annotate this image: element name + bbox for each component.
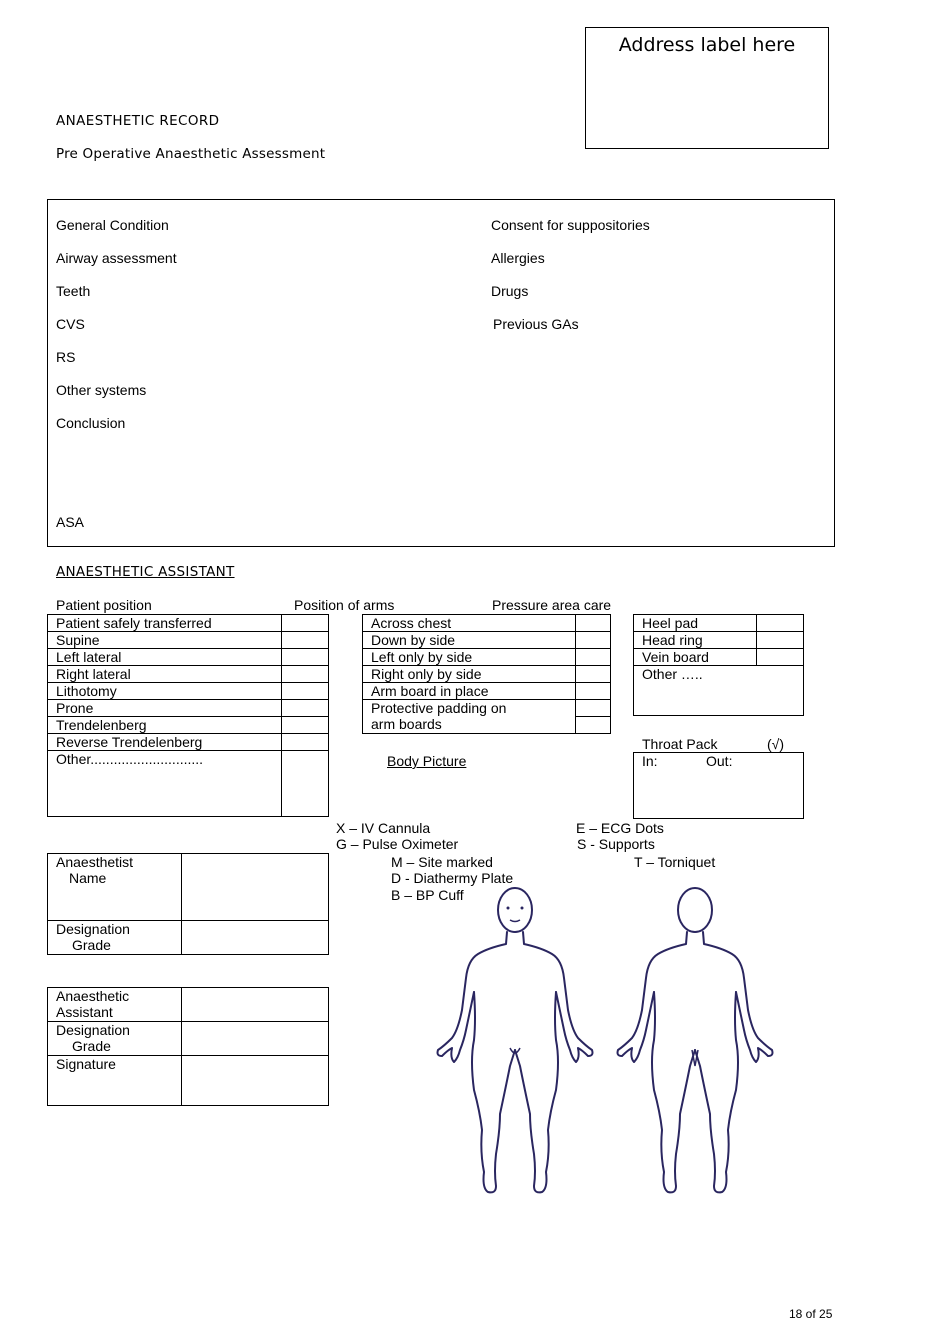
legend-ecg-dots: E – ECG Dots (576, 820, 664, 836)
padding-label-2: arm boards (371, 716, 442, 732)
arm-position-checkbox[interactable] (576, 700, 611, 734)
assistant-table (47, 987, 329, 1106)
table-row (48, 700, 329, 717)
airway-assessment-label: Airway assessment (56, 250, 177, 266)
throat-pack-label: Throat Pack (642, 736, 718, 752)
table-row (634, 666, 804, 716)
position-checkbox[interactable] (282, 683, 329, 700)
arm-position-label (363, 700, 576, 734)
legend-bp-cuff: B – BP Cuff (391, 887, 464, 903)
position-checkbox[interactable] (282, 734, 329, 751)
drugs-label: Drugs (491, 283, 529, 299)
assistant-grade-line1: Designation (56, 1022, 130, 1038)
position-of-arms-label: Position of arms (294, 597, 395, 613)
table-row (48, 683, 329, 700)
body-back-figure[interactable] (618, 888, 773, 1192)
pressure-item-label: Vein board (634, 649, 757, 666)
body-diagram[interactable] (430, 880, 790, 1210)
legend-supports: S - Supports (577, 836, 655, 852)
position-checkbox[interactable] (282, 615, 329, 632)
anaesthetist-label-line1: Anaesthetist (56, 854, 134, 870)
patient-position-label: Patient position (56, 597, 152, 613)
conclusion-label: Conclusion (56, 415, 126, 431)
address-label-box (585, 27, 829, 149)
arm-position-label: Across chest (363, 615, 576, 632)
assistant-label-line1: Anaesthetic (56, 988, 130, 1004)
position-label: Prone (48, 700, 282, 717)
throat-pack-tick: (√) (767, 736, 785, 752)
table-row (48, 615, 329, 632)
previous-gas-label: Previous GAs (493, 316, 579, 332)
anaesthetist-table (47, 853, 329, 955)
table-row (48, 632, 329, 649)
table-row (48, 1056, 329, 1106)
position-checkbox[interactable] (282, 717, 329, 734)
table-row (363, 700, 611, 734)
page-number: 18 of 25 (789, 1307, 833, 1321)
position-label: Lithotomy (48, 683, 282, 700)
arm-position-checkbox[interactable] (576, 649, 611, 666)
arm-position-checkbox[interactable] (576, 683, 611, 700)
padding-label-1: Protective padding on (371, 700, 507, 716)
consent-suppositories-label: Consent for suppositories (491, 217, 650, 233)
assistant-name-field[interactable] (181, 988, 328, 1022)
anaesthetist-grade-label (48, 921, 182, 955)
table-row (48, 751, 329, 817)
table-row (48, 988, 329, 1022)
body-front-figure[interactable] (438, 888, 593, 1192)
anaesthetist-label-line2: Name (69, 870, 107, 886)
arm-position-label: Arm board in place (363, 683, 576, 700)
signature-field[interactable] (181, 1056, 328, 1106)
rs-label: RS (56, 349, 76, 365)
throat-pack-out-label: Out: (706, 753, 733, 769)
throat-pack-in-label: In: (642, 753, 658, 769)
arm-position-checkbox[interactable] (576, 666, 611, 683)
section-subtitle: Pre Operative Anaesthetic Assessment (56, 146, 326, 162)
arm-position-checkbox[interactable] (576, 615, 611, 632)
table-row (363, 649, 611, 666)
anaesthetist-name-label (48, 854, 182, 921)
anaesthetic-assistant-heading: ANAESTHETIC ASSISTANT (56, 564, 235, 580)
legend-site-marked: M – Site marked (391, 854, 493, 870)
table-row (363, 683, 611, 700)
table-row (634, 649, 804, 666)
arm-position-label: Right only by side (363, 666, 576, 683)
position-label: Trendelenberg (48, 717, 282, 734)
arm-position-table (362, 614, 611, 734)
arm-position-label: Down by side (363, 632, 576, 649)
position-label: Supine (48, 632, 282, 649)
position-label: Left lateral (48, 649, 282, 666)
table-row (48, 1022, 329, 1056)
asa-label: ASA (56, 514, 85, 530)
signature-label: Signature (48, 1056, 182, 1106)
legend-pulse-oximeter: G – Pulse Oximeter (336, 836, 459, 852)
document-title: ANAESTHETIC RECORD (56, 113, 220, 129)
assistant-name-label (48, 988, 182, 1022)
position-checkbox[interactable] (282, 649, 329, 666)
pressure-item-checkbox[interactable] (757, 615, 804, 632)
cvs-label: CVS (56, 316, 85, 332)
table-row (634, 615, 804, 632)
position-label: Right lateral (48, 666, 282, 683)
table-row (48, 921, 329, 955)
pressure-item-label: Heel pad (634, 615, 757, 632)
table-row (363, 666, 611, 683)
position-label: Patient safely transferred (48, 615, 282, 632)
arm-position-checkbox[interactable] (576, 632, 611, 649)
position-other-checkbox[interactable] (282, 751, 329, 817)
pressure-item-label: Head ring (634, 632, 757, 649)
pressure-other-field[interactable]: Other ….. (634, 666, 804, 716)
position-other-label: Other............................. (48, 751, 282, 817)
general-condition-label: General Condition (56, 217, 169, 233)
table-row (48, 734, 329, 751)
body-picture-label: Body Picture (387, 753, 467, 769)
position-checkbox[interactable] (282, 666, 329, 683)
pressure-item-checkbox[interactable] (757, 632, 804, 649)
address-label-text: Address label here (618, 34, 796, 56)
assistant-grade-label (48, 1022, 182, 1056)
pressure-area-table (633, 614, 804, 716)
table-row (48, 649, 329, 666)
teeth-label: Teeth (56, 283, 91, 299)
other-systems-label: Other systems (56, 382, 147, 398)
table-row (363, 632, 611, 649)
grade-label-line1: Designation (56, 921, 130, 937)
pressure-item-checkbox[interactable] (757, 649, 804, 666)
allergies-label: Allergies (491, 250, 545, 266)
arm-position-label: Left only by side (363, 649, 576, 666)
assistant-grade-field[interactable] (181, 1022, 328, 1056)
table-row (48, 717, 329, 734)
position-checkbox[interactable] (282, 700, 329, 717)
legend-iv-cannula: X – IV Cannula (336, 820, 431, 836)
anaesthetist-name-field[interactable] (181, 854, 328, 921)
assistant-label-line2: Assistant (56, 1004, 113, 1020)
legend-diathermy-plate: D - Diathermy Plate (391, 870, 514, 886)
assistant-grade-line2: Grade (72, 1038, 111, 1054)
anaesthetist-grade-field[interactable] (181, 921, 328, 955)
table-row (363, 615, 611, 632)
throat-pack-box[interactable] (633, 752, 804, 819)
pressure-area-care-label: Pressure area care (492, 597, 612, 613)
patient-position-table (47, 614, 329, 817)
legend-torniquet: T – Torniquet (634, 854, 716, 870)
position-label: Reverse Trendelenberg (48, 734, 282, 751)
table-row (634, 632, 804, 649)
table-row (48, 666, 329, 683)
position-checkbox[interactable] (282, 632, 329, 649)
grade-label-line2: Grade (72, 937, 111, 953)
table-row (48, 854, 329, 921)
preop-assessment-box (47, 199, 835, 547)
